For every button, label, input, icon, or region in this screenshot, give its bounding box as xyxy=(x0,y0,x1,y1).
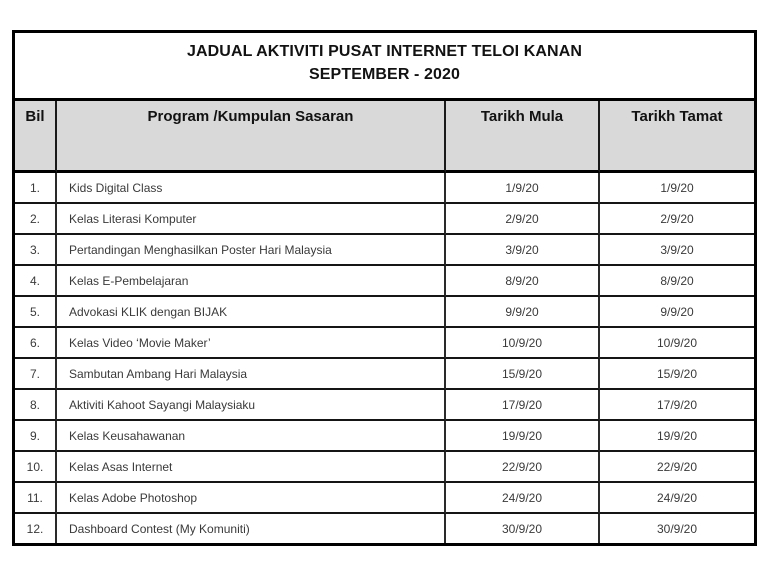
cell-program: Dashboard Contest (My Komuniti) xyxy=(57,514,446,543)
cell-bil: 4. xyxy=(15,266,57,297)
cell-tarikh-mula: 15/9/20 xyxy=(446,359,600,390)
cell-tarikh-mula: 3/9/20 xyxy=(446,235,600,266)
column-header-program: Program /Kumpulan Sasaran xyxy=(57,101,446,173)
cell-program: Kids Digital Class xyxy=(57,173,446,204)
cell-tarikh-tamat: 22/9/20 xyxy=(600,452,754,483)
table-title xyxy=(15,33,754,101)
cell-program: Kelas Asas Internet xyxy=(57,452,446,483)
cell-tarikh-tamat: 9/9/20 xyxy=(600,297,754,328)
cell-tarikh-tamat: 1/9/20 xyxy=(600,173,754,204)
cell-tarikh-mula: 1/9/20 xyxy=(446,173,600,204)
cell-bil: 11. xyxy=(15,483,57,514)
cell-bil: 6. xyxy=(15,328,57,359)
cell-tarikh-mula: 10/9/20 xyxy=(446,328,600,359)
cell-program: Sambutan Ambang Hari Malaysia xyxy=(57,359,446,390)
cell-tarikh-mula: 17/9/20 xyxy=(446,390,600,421)
cell-tarikh-mula: 22/9/20 xyxy=(446,452,600,483)
cell-program: Pertandingan Menghasilkan Poster Hari Malaysia xyxy=(57,235,446,266)
cell-tarikh-mula: 24/9/20 xyxy=(446,483,600,514)
cell-program: Kelas E-Pembelajaran xyxy=(57,266,446,297)
table-title-line1: JADUAL AKTIVITI PUSAT INTERNET TELOI KANAN xyxy=(186,43,583,60)
cell-tarikh-tamat: 8/9/20 xyxy=(600,266,754,297)
cell-tarikh-mula: 30/9/20 xyxy=(446,514,600,543)
cell-bil: 1. xyxy=(15,173,57,204)
cell-bil: 7. xyxy=(15,359,57,390)
cell-tarikh-tamat: 10/9/20 xyxy=(600,328,754,359)
cell-program: Kelas Keusahawanan xyxy=(57,421,446,452)
cell-bil: 3. xyxy=(15,235,57,266)
cell-bil: 5. xyxy=(15,297,57,328)
cell-tarikh-mula: 19/9/20 xyxy=(446,421,600,452)
cell-bil: 9. xyxy=(15,421,57,452)
cell-program: Kelas Literasi Komputer xyxy=(57,204,446,235)
cell-program: Advokasi KLIK dengan BIJAK xyxy=(57,297,446,328)
cell-tarikh-tamat: 17/9/20 xyxy=(600,390,754,421)
column-header-tarikh-tamat: Tarikh Tamat xyxy=(600,101,754,173)
cell-tarikh-tamat: 2/9/20 xyxy=(600,204,754,235)
cell-program: Kelas Video ‘Movie Maker’ xyxy=(57,328,446,359)
activity-schedule-table xyxy=(12,30,757,546)
cell-tarikh-tamat: 15/9/20 xyxy=(600,359,754,390)
cell-bil: 8. xyxy=(15,390,57,421)
cell-bil: 2. xyxy=(15,204,57,235)
column-header-tarikh-mula: Tarikh Mula xyxy=(446,101,600,173)
cell-tarikh-tamat: 30/9/20 xyxy=(656,521,698,536)
cell-tarikh-mula: 8/9/20 xyxy=(446,266,600,297)
cell-tarikh-tamat: 3/9/20 xyxy=(600,235,754,266)
table-title-line2: SEPTEMBER - 2020 xyxy=(309,66,460,83)
cell-bil: 10. xyxy=(15,452,57,483)
cell-bil: 12. xyxy=(15,514,57,543)
cell-tarikh-tamat: 19/9/20 xyxy=(600,421,754,452)
cell-tarikh-mula: 9/9/20 xyxy=(446,297,600,328)
cell-tarikh-mula: 2/9/20 xyxy=(446,204,600,235)
cell-program: Aktiviti Kahoot Sayangi Malaysiaku xyxy=(57,390,446,421)
cell-program: Kelas Adobe Photoshop xyxy=(57,483,446,514)
column-header-bil: Bil xyxy=(15,101,57,173)
cell-tarikh-tamat: 24/9/20 xyxy=(600,483,754,514)
